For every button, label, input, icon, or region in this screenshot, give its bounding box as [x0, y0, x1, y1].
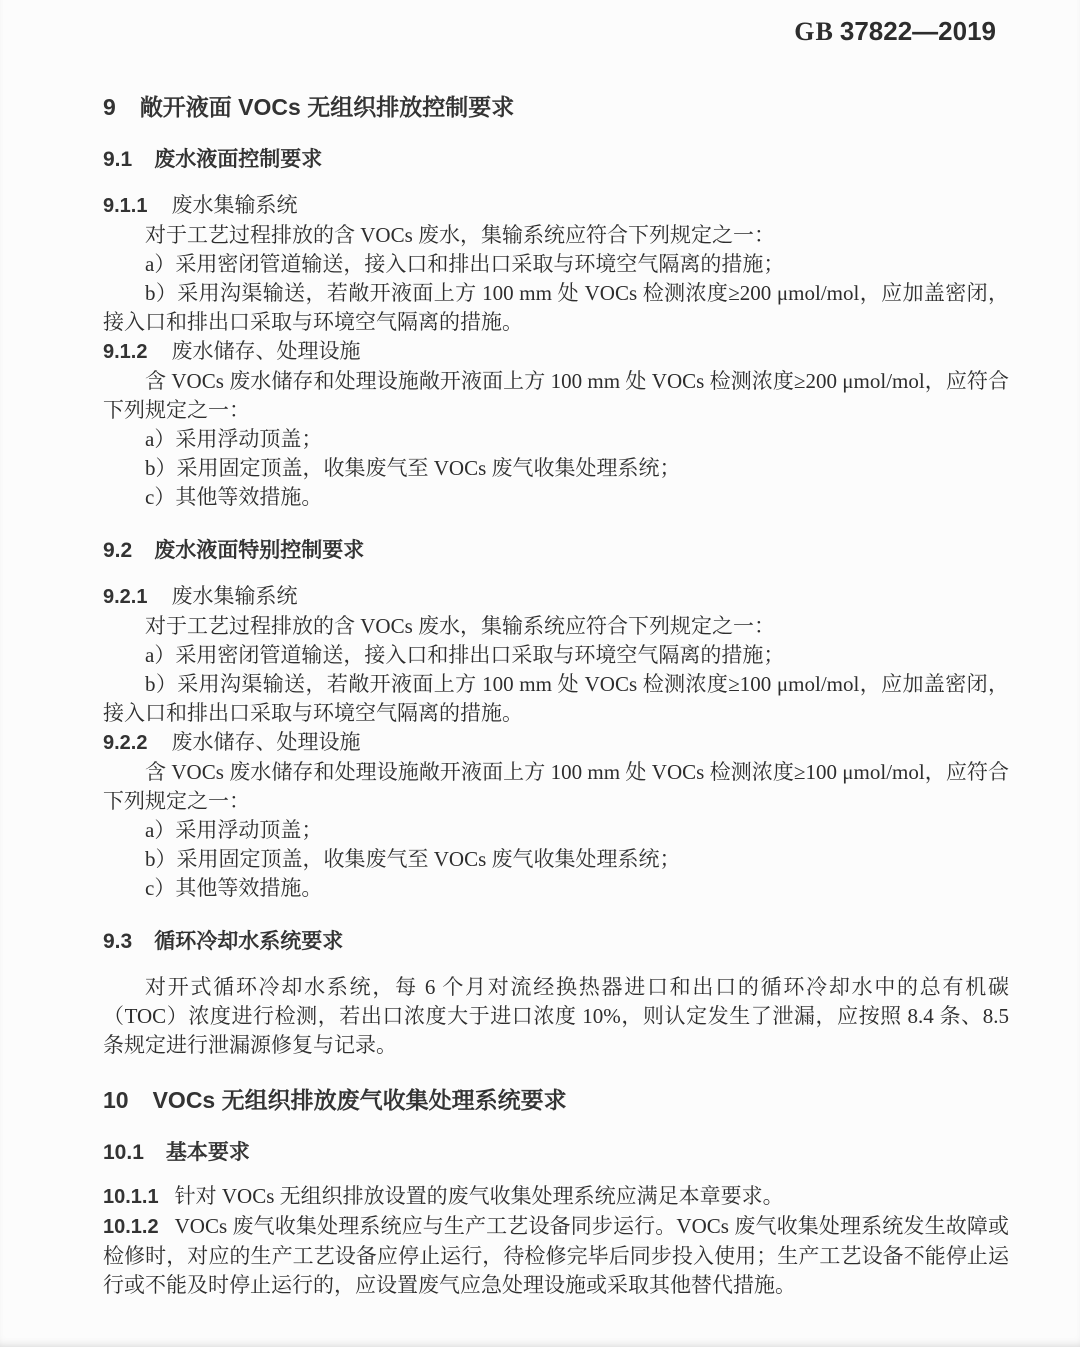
- clause-10-1-1-number: 10.1.1: [103, 1186, 159, 1208]
- clause-9-1-2-heading: [103, 337, 1009, 367]
- paragraph: 含 VOCs 废水储存和处理设施敞开液面上方 100 mm 处 VOCs 检测浓度≥200 μmol/mol，应符合下列规定之一：: [103, 369, 1009, 422]
- list-item-c: c）其他等效措施。: [145, 485, 323, 509]
- section-9-2-heading: [103, 538, 1009, 564]
- list-item-b: b）采用沟渠输送，若敞开液面上方 100 mm 处 VOCs 检测浓度≥200 μmol/mol，应加盖密闭，接入口和排出口采取与环境空气隔离的措施。: [103, 281, 1009, 334]
- clause-9-1-2-title: 废水储存、处理设施: [171, 339, 361, 363]
- section-9-1-number: 9.1: [103, 148, 133, 171]
- clause-9-2-1-title: 废水集输系统: [171, 584, 298, 608]
- section-9-1-heading: [103, 147, 1009, 173]
- paragraph: 对于工艺过程排放的含 VOCs 废水，集输系统应符合下列规定之一：: [145, 614, 776, 638]
- section-10-1-number: 10.1: [103, 1141, 144, 1164]
- clause-9-1-1-title: 废水集输系统: [171, 193, 298, 217]
- section-9-2-title: 废水液面特别控制要求: [154, 539, 365, 562]
- list-item-b: b）采用固定顶盖，收集废气至 VOCs 废气收集处理系统；: [145, 847, 681, 871]
- standard-code-digits: 37822—2019: [839, 16, 996, 46]
- clause-9-1-1-number: 9.1.1: [103, 195, 148, 217]
- clause-9-1-1-heading: [103, 191, 1009, 221]
- section-9-3-number: 9.3: [103, 930, 133, 953]
- paragraph: 含 VOCs 废水储存和处理设施敞开液面上方 100 mm 处 VOCs 检测浓度≥100 μmol/mol，应符合下列规定之一：: [103, 760, 1009, 813]
- standard-number: [0, 0, 1080, 47]
- list-item-a: a）采用浮动顶盖；: [145, 818, 323, 842]
- list-item-a: a）采用密闭管道输送，接入口和排出口采取与环境空气隔离的措施；: [145, 252, 785, 276]
- section-9-3-title: 循环冷却水系统要求: [154, 930, 344, 953]
- clause-10-1-1-text: 针对 VOCs 无组织排放设置的废气收集处理系统应满足本章要求。: [174, 1184, 784, 1208]
- paragraph: 对开式循环冷却水系统，每 6 个月对流经换热器进口和出口的循环冷却水中的总有机碳（TOC）浓度进行检测，若出口浓度大于进口浓度 10%，则认定发生了泄漏，应按照 8.4 条、8.5 条规定进行泄漏源修复与记录。: [103, 975, 1009, 1057]
- page-body: [103, 93, 1009, 1300]
- section-9-2-number: 9.2: [103, 539, 133, 562]
- list-item-c: c）其他等效措施。: [145, 876, 323, 900]
- clause-10-1-2-text: VOCs 废气收集处理系统应与生产工艺设备同步运行。VOCs 废气收集处理系统发生故障或检修时，对应的生产工艺设备应停止运行，待检修完毕后同步投入使用；生产工艺设备不能停止运行或不能及时停止运行的，应设置废气应急处理设施或采取其他替代措施。: [103, 1214, 1009, 1297]
- chapter-9-number: 9: [103, 94, 116, 120]
- list-item-a: a）采用密闭管道输送，接入口和排出口采取与环境空气隔离的措施；: [145, 643, 785, 667]
- list-item-a: a）采用浮动顶盖；: [145, 427, 323, 451]
- chapter-9-heading: [103, 93, 1009, 121]
- clause-9-1-2-number: 9.1.2: [103, 341, 148, 363]
- clause-10-1-1: [103, 1182, 1009, 1212]
- section-10-1-title: 基本要求: [165, 1141, 250, 1164]
- clause-9-2-2-heading: [103, 728, 1009, 758]
- section-10-1-heading: [103, 1140, 1009, 1166]
- chapter-10-title: VOCs 无组织排放废气收集处理系统要求: [152, 1087, 567, 1113]
- clause-9-2-2-number: 9.2.2: [103, 732, 148, 754]
- list-item-b: b）采用固定顶盖，收集废气至 VOCs 废气收集处理系统；: [145, 456, 681, 480]
- list-item-b: b）采用沟渠输送，若敞开液面上方 100 mm 处 VOCs 检测浓度≥100 μmol/mol，应加盖密闭，接入口和排出口采取与环境空气隔离的措施。: [103, 672, 1009, 725]
- chapter-9-title: 敞开液面 VOCs 无组织排放控制要求: [139, 94, 515, 120]
- clause-10-1-2: [103, 1212, 1009, 1300]
- standard-code-prefix: GB: [794, 17, 834, 46]
- clause-9-2-1-number: 9.2.1: [103, 586, 148, 608]
- clause-9-2-2-title: 废水储存、处理设施: [171, 730, 361, 754]
- paragraph: 对于工艺过程排放的含 VOCs 废水，集输系统应符合下列规定之一：: [145, 223, 776, 247]
- chapter-10-heading: [103, 1086, 1009, 1114]
- chapter-10-number: 10: [103, 1087, 129, 1113]
- clause-10-1-2-number: 10.1.2: [103, 1216, 159, 1238]
- section-9-3-heading: [103, 929, 1009, 955]
- clause-9-2-1-heading: [103, 582, 1009, 612]
- section-9-1-title: 废水液面控制要求: [154, 148, 323, 171]
